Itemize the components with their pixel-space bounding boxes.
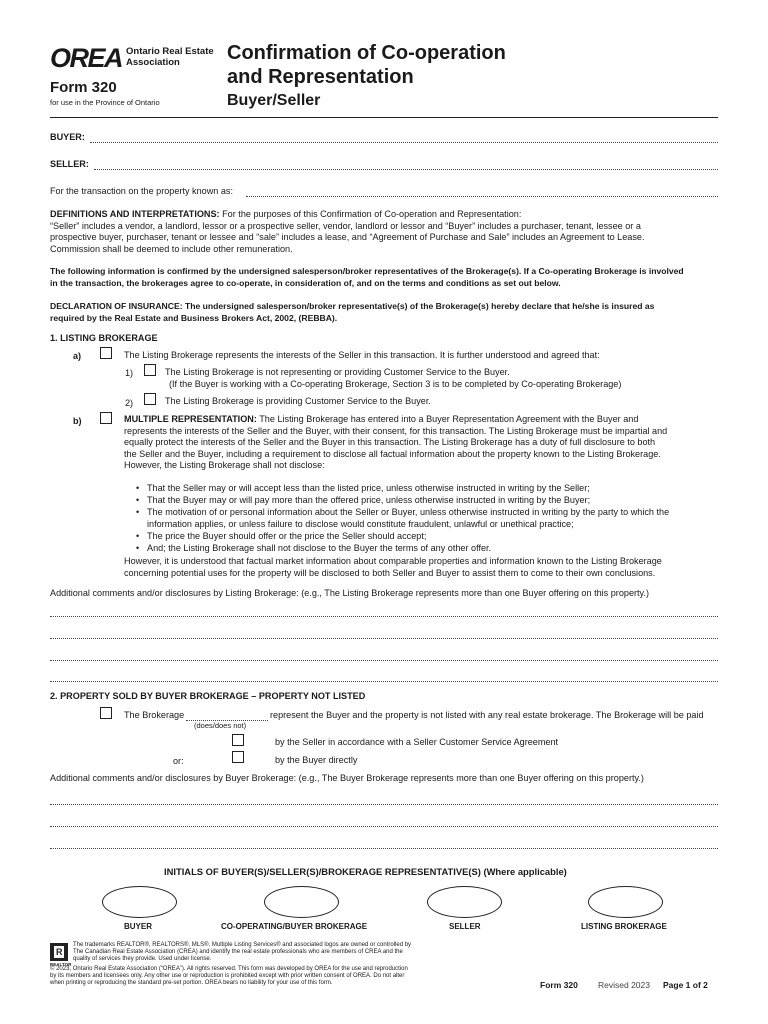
section1b-checkbox[interactable]	[100, 412, 112, 424]
footer-form-number: Form 320	[540, 980, 578, 990]
footer-legal-text: The trademarks REALTOR®, REALTORS®, MLS®, Multiple Listing Services® and associated logos are owned or controlled by The Canadian Real Estate Association (CREA) and identify the real estate professionals who are members of CREA and the quality of services they provide. Used under license.	[73, 942, 412, 963]
section1-after-text: However, it is understood that factual market information about comparable properties and information known to the Listing Brokerage concerning potential uses for the property will be disclosed to both Seller and Buyer to assist them to come to their own conclusions.	[124, 556, 662, 578]
listing-comments-line-1[interactable]	[50, 616, 718, 617]
section1a1-text: The Listing Brokerage is not representing or providing Customer Service to the Buyer.	[165, 367, 510, 377]
definitions-block: DEFINITIONS AND INTERPRETATIONS: For the purposes of this Confirmation of Co-operation and Representation: “Seller” includes a vendor, a landlord, lessor or a prospective seller, vendor, landlord or lessor and “Buyer” includes a purchaser, tenant, lessee or a prospective buyer, purchaser, tenant or lessee and “sale” includes a lease, and “Agreement of Purchase and Sale” includes an Agreement to Lease. Commission shall be deemed to include other remuneration.	[50, 209, 645, 254]
listing-comments-line-4[interactable]	[50, 681, 718, 682]
listing-brokerage-initials-oval[interactable]	[588, 886, 663, 918]
seller-label: SELLER:	[50, 159, 89, 169]
buyer-initials-oval[interactable]	[102, 886, 177, 918]
form-number: Form 320	[50, 79, 117, 96]
bullet-icon: •	[136, 507, 140, 517]
does-does-not-note: (does/does not)	[194, 721, 247, 730]
section1b-text: MULTIPLE REPRESENTATION: The Listing Brokerage has entered into a Buyer Representation Agreement with the Buyer and represents the interests of the Seller and the Buyer, with their consent, for this transaction. The Listing Brokerage must be impartial and equally protect the interests of the Seller and the Buyer in this transaction. The Listing Brokerage has a duty of full disclosure to both the Seller and the Buyer, including a requirement to disclose all factual information about the property known to the Listing Brokerage. However, the Listing Brokerage shall not disclose:	[124, 414, 668, 471]
section1a1-note: (If the Buyer is working with a Co-operating Brokerage, Section 3 is to be completed by Co-operating Brokerage)	[169, 379, 622, 389]
section1a1-checkbox[interactable]	[144, 364, 156, 376]
definitions-heading: DEFINITIONS AND INTERPRETATIONS:	[50, 209, 220, 219]
seller-field[interactable]	[94, 169, 718, 170]
property-field[interactable]	[246, 196, 718, 197]
form-subtitle: for use in the Province of Ontario	[50, 98, 160, 107]
section1b-label: b)	[73, 416, 82, 426]
list-item: That the Buyer may or will pay more than the offered price, unless otherwise instructed in writing by the Buyer;	[147, 495, 591, 505]
list-item: And; the Listing Brokerage shall not disclose to the Buyer the terms of any other offer.	[147, 543, 492, 553]
realtor-mark-text: REALTOR	[50, 962, 72, 967]
section1a2-number: 2)	[125, 398, 134, 408]
initials-heading: INITIALS OF BUYER(S)/SELLER(S)/BROKERAGE REPRESENTATIVE(S) (Where applicable)	[164, 866, 567, 877]
or-label: or:	[173, 756, 184, 766]
buyer-field[interactable]	[90, 142, 718, 143]
bullet-icon: •	[136, 483, 140, 493]
section1a2-checkbox[interactable]	[144, 393, 156, 405]
seller-initials-label: SELLER	[449, 922, 481, 931]
bullet-icon: •	[136, 543, 140, 553]
footer-copyright-text: © 2023, Ontario Real Estate Association (“OREA”). All rights reserved. This form was developed by OREA for the use and reproduction by its members and licensees only. Any other use or reproduction is prohibited except with prior written consent of OREA. Do not alter when printing or reproducing the standard pre-set portion. OREA bears no liability for your use of this form.	[50, 966, 408, 987]
list-item: The motivation of or personal information about the Seller or Buyer, unless otherwise instructed in writing by the party to which the information applies, or unless failure to disclose would constitute fraudulent, unlawful or unethical practice;	[147, 507, 670, 529]
coop-brokerage-initials-oval[interactable]	[264, 886, 339, 918]
page-number: Page 1 of 2	[663, 980, 708, 990]
brokerage-pre-label: The Brokerage	[124, 710, 185, 720]
section1-heading: 1. LISTING BROKERAGE	[50, 333, 158, 343]
orea-logo-text: OREA	[50, 43, 123, 73]
footer-revised: Revised 2023	[598, 980, 650, 990]
buyer-label: BUYER:	[50, 132, 85, 142]
buyer-paid-checkbox[interactable]	[232, 751, 244, 763]
seller-paid-option: by the Seller in accordance with a Seller Customer Service Agreement	[275, 737, 559, 747]
section1a-label: a)	[73, 351, 82, 361]
section1a-text: The Listing Brokerage represents the interests of the Seller in this transaction. It is further understood and agreed that:	[124, 350, 600, 360]
bullet-icon: •	[136, 495, 140, 505]
property-label: For the transaction on the property known as:	[50, 186, 233, 196]
page-title: Confirmation of Co-operation and Representation	[227, 42, 506, 88]
multiple-representation-heading: MULTIPLE REPRESENTATION:	[124, 414, 257, 424]
brokerage-post-text: represent the Buyer and the property is not listed with any real estate brokerage. The Brokerage will be paid	[270, 710, 704, 720]
section1a2-text: The Listing Brokerage is providing Customer Service to the Buyer.	[165, 396, 431, 406]
buyer-initials-label: BUYER	[124, 922, 153, 931]
insurance-declaration: DECLARATION OF INSURANCE: The undersigned salesperson/broker representative(s) of the Brokerage(s) hereby declare that he/she is insured as required by the Real Estate and Business Brokers Act, 2002, (REBBA).	[50, 301, 655, 323]
section2-heading: 2. PROPERTY SOLD BY BUYER BROKERAGE – PROPERTY NOT LISTED	[50, 691, 366, 701]
list-item: That the Seller may or will accept less than the listed price, unless otherwise instructed in writing by the Seller;	[147, 483, 590, 493]
page-subtitle: Buyer/Seller	[227, 92, 321, 109]
org-name: Ontario Real Estate Association	[126, 46, 214, 68]
seller-initials-oval[interactable]	[427, 886, 502, 918]
buyer-comments-label: Additional comments and/or disclosures by Buyer Brokerage: (e.g., The Buyer Brokerage represents more than one Buyer offering on this property.)	[50, 773, 644, 783]
buyer-paid-option: by the Buyer directly	[275, 755, 358, 765]
bullet-icon: •	[136, 531, 140, 541]
header-rule	[50, 117, 718, 118]
confirmation-statement: The following information is confirmed by the undersigned salesperson/broker representatives of the Brokerage(s). If a Co-operating Brokerage is involved in the transaction, the brokerages agree to co-operate, in consideration of, and on the terms and conditions as set out below.	[50, 266, 684, 288]
listing-initials-label: LISTING BROKERAGE	[581, 922, 667, 931]
listing-comments-line-2[interactable]	[50, 638, 718, 639]
buyer-comments-line-2[interactable]	[50, 826, 718, 827]
listing-comments-label: Additional comments and/or disclosures by Listing Brokerage: (e.g., The Listing Brokerage represents more than one Buyer offering on this property.)	[50, 588, 649, 598]
seller-paid-checkbox[interactable]	[232, 734, 244, 746]
listing-comments-line-3[interactable]	[50, 660, 718, 661]
buyer-comments-line-1[interactable]	[50, 804, 718, 805]
buyer-comments-line-3[interactable]	[50, 848, 718, 849]
orea-logo	[50, 44, 122, 72]
section1a-checkbox[interactable]	[100, 347, 112, 359]
section2-checkbox[interactable]	[100, 707, 112, 719]
list-item: The price the Buyer should offer or the price the Seller should accept;	[147, 531, 427, 541]
realtor-logo-icon: R	[50, 943, 68, 961]
section1a1-number: 1)	[125, 368, 134, 378]
coop-initials-label: CO-OPERATING/BUYER BROKERAGE	[221, 922, 368, 931]
